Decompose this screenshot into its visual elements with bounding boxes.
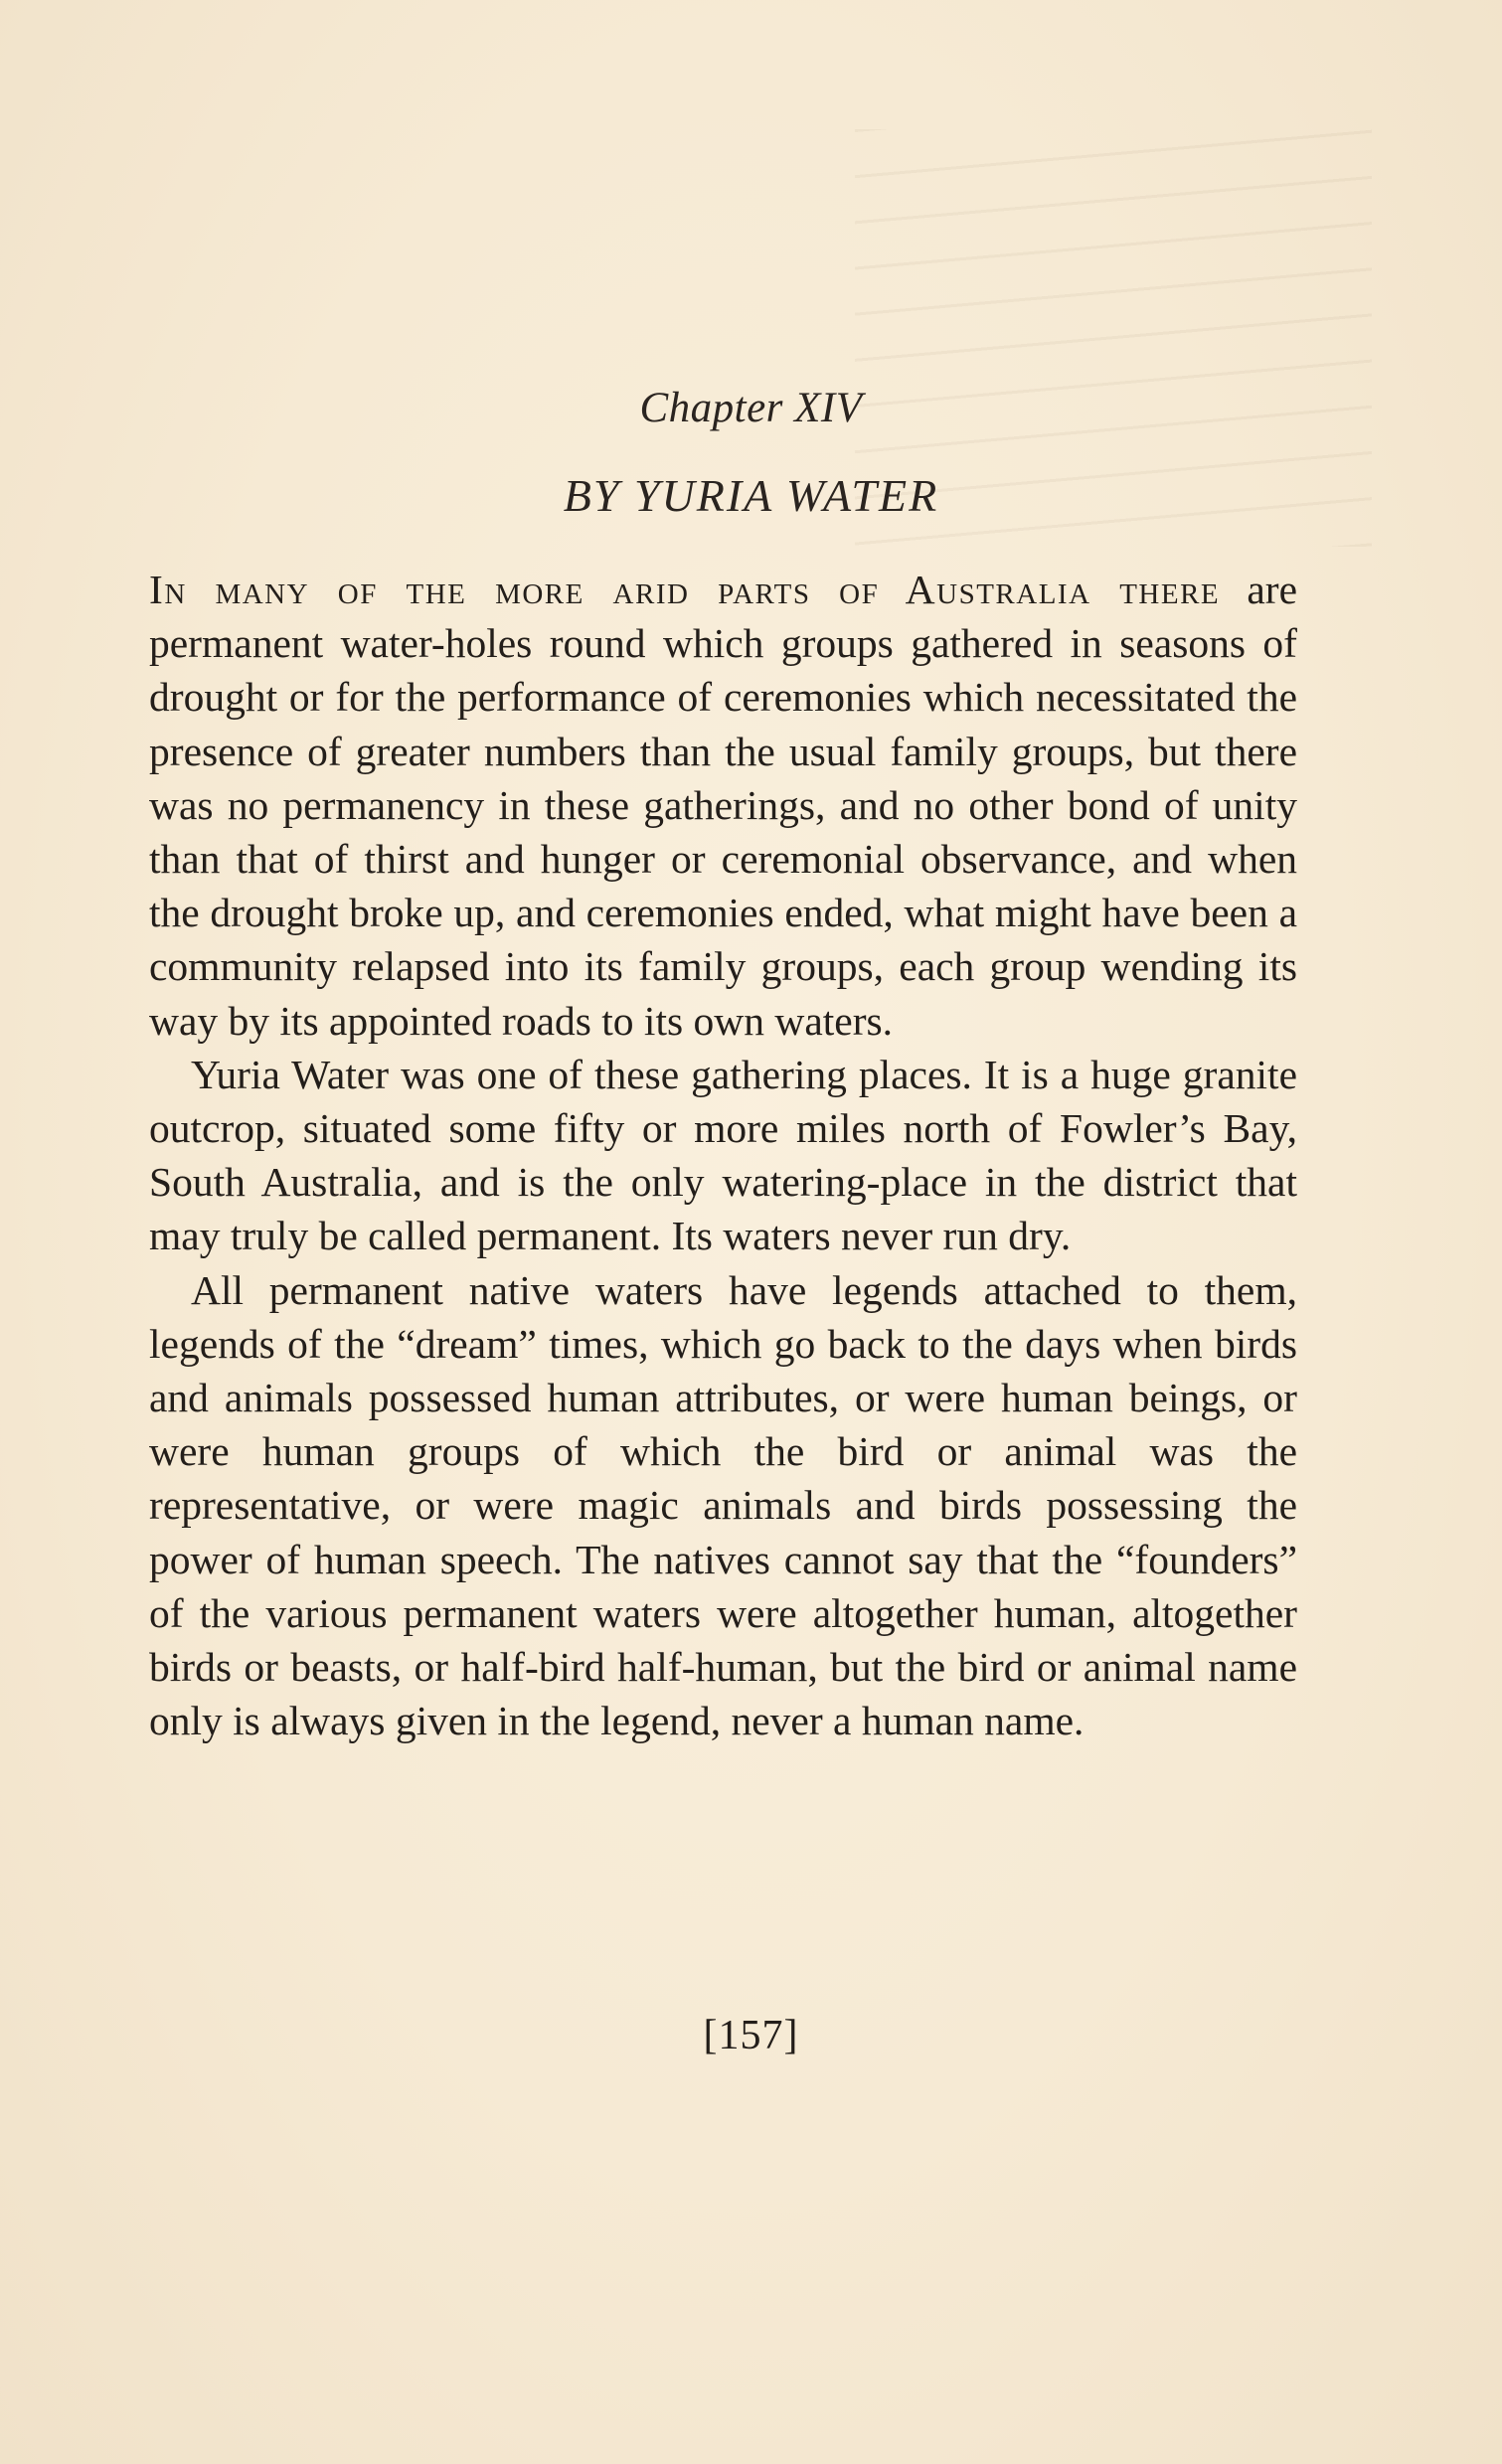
paragraph-1-text: are permanent water-holes round which groups gathered in seasons of drought or for the performance of ceremonies which necessitated the presence of greater numbers than the usual family groups, but there was no permanency in these gatherings, and no other bond of unity than that of thirst and hunger or ceremonial observance, and when the drought broke up, and ceremonies ended, what might have been a community relapsed into its family groups, each group wending its way by its appointed roads to its own waters.: [149, 567, 1297, 1044]
chapter-title: BY YURIA WATER: [563, 470, 939, 521]
opening-smallcaps: In many of the more arid parts of Australia there: [149, 567, 1221, 612]
paragraph-1: [149, 563, 1297, 1048]
paragraph-2: Yuria Water was one of these gathering places. It is a huge granite outcrop, situated some fifty or more miles north of Fowler’s Bay, South Australia, and is the only watering-place in the district that may truly be called permanent. Its waters never run dry.: [149, 1051, 1297, 1259]
chapter-label: Chapter XIV: [639, 385, 863, 431]
body-text: [149, 563, 1297, 1747]
paragraph-3: All permanent native waters have legends attached to them, legends of the “dream” times, which go back to the days when birds and animals possessed human attributes, or were human beings, or were human groups of which the bird or animal was the representative, or were magic animals and birds possessing the power of human speech. The natives cannot say that the “founders” of the various permanent waters were altogether human, altogether birds or beasts, or half-bird half-human, but the bird or animal name only is always given in the legend, never a human name.: [149, 1266, 1297, 1744]
page-number: [157]: [703, 2013, 799, 2058]
